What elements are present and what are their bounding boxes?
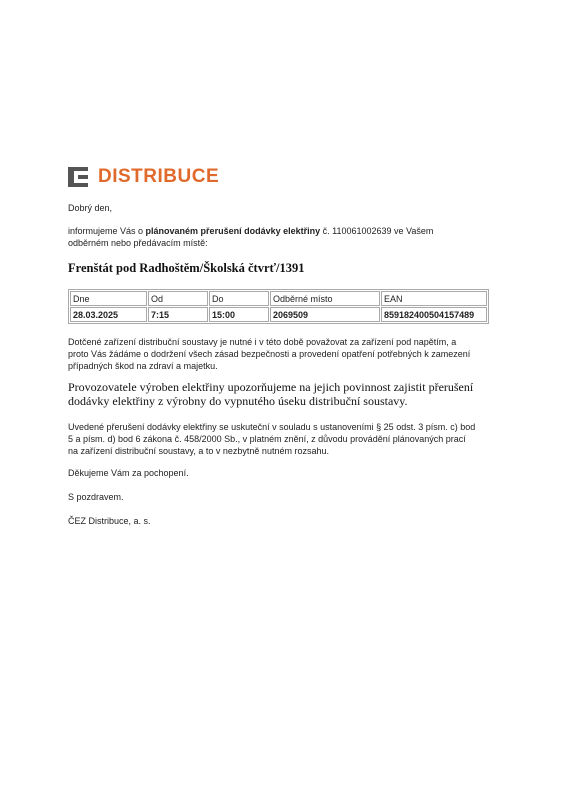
header-ean: EAN — [381, 291, 487, 306]
table-header-row — [70, 291, 487, 306]
header-date: Dne — [70, 291, 147, 306]
intro-pre: informujeme Vás o — [68, 226, 146, 236]
thanks: Děkujeme Vám za pochopení. — [68, 468, 189, 478]
legal-line-1: Uvedené přerušení dodávky elektřiny se uskuteční v souladu s ustanoveními § 25 odst. 3 písm. c) bod — [68, 422, 476, 432]
value-place: 2069509 — [270, 307, 380, 322]
intro-line-1 — [68, 225, 433, 237]
value-date: 28.03.2025 — [70, 307, 147, 322]
cez-logo-icon — [68, 167, 88, 187]
header-from: Od — [148, 291, 208, 306]
table-value-row — [70, 307, 487, 322]
safety-line-2: proto Vás žádáme o dodržení všech zásad bezpečnosti a provedení opatření potřebných k zamezení — [68, 349, 471, 359]
safety-line-1: Dotčené zařízení distribuční soustavy je nutné i v této době považovat za zařízení pod napětím, a — [68, 337, 457, 347]
cez-distribuce-logo — [68, 166, 219, 188]
outage-table — [68, 289, 489, 324]
safety-line-3: případných škod na zdraví a majetku. — [68, 361, 218, 371]
intro-post: č. 110061002639 ve Vašem — [320, 226, 434, 236]
signature: ČEZ Distribuce, a. s. — [68, 516, 151, 526]
value-ean: 859182400504157489 — [381, 307, 487, 322]
header-place: Odběrné místo — [270, 291, 380, 306]
value-to: 15:00 — [209, 307, 269, 322]
greeting: Dobrý den, — [68, 203, 113, 213]
header-to: Do — [209, 291, 269, 306]
address-title: Frenštát pod Radhoštěm/Školská čtvrť/1391 — [68, 261, 305, 275]
value-from: 7:15 — [148, 307, 208, 322]
regards: S pozdravem. — [68, 492, 124, 502]
logo-text: DISTRIBUCE — [98, 166, 220, 187]
intro-bold: plánovaném přerušení dodávky elektřiny — [145, 226, 321, 236]
intro-line-2: odběrném nebo předávacím místě: — [68, 238, 208, 248]
producers-notice: Provozovatele výroben elektřiny upozorňujeme na jejich povinnost zajistit přerušení dodávky elektřiny z výrobny do vypnutého úseku distribuční soustavy. — [68, 380, 474, 408]
legal-line-2: 5 a písm. d) bod 6 zákona č. 458/2000 Sb., v platném znění, z důvodu provádění plánovaných prací — [68, 434, 466, 444]
legal-line-3: na zařízení distribuční soustavy, a to v nezbytně nutném rozsahu. — [68, 446, 329, 456]
